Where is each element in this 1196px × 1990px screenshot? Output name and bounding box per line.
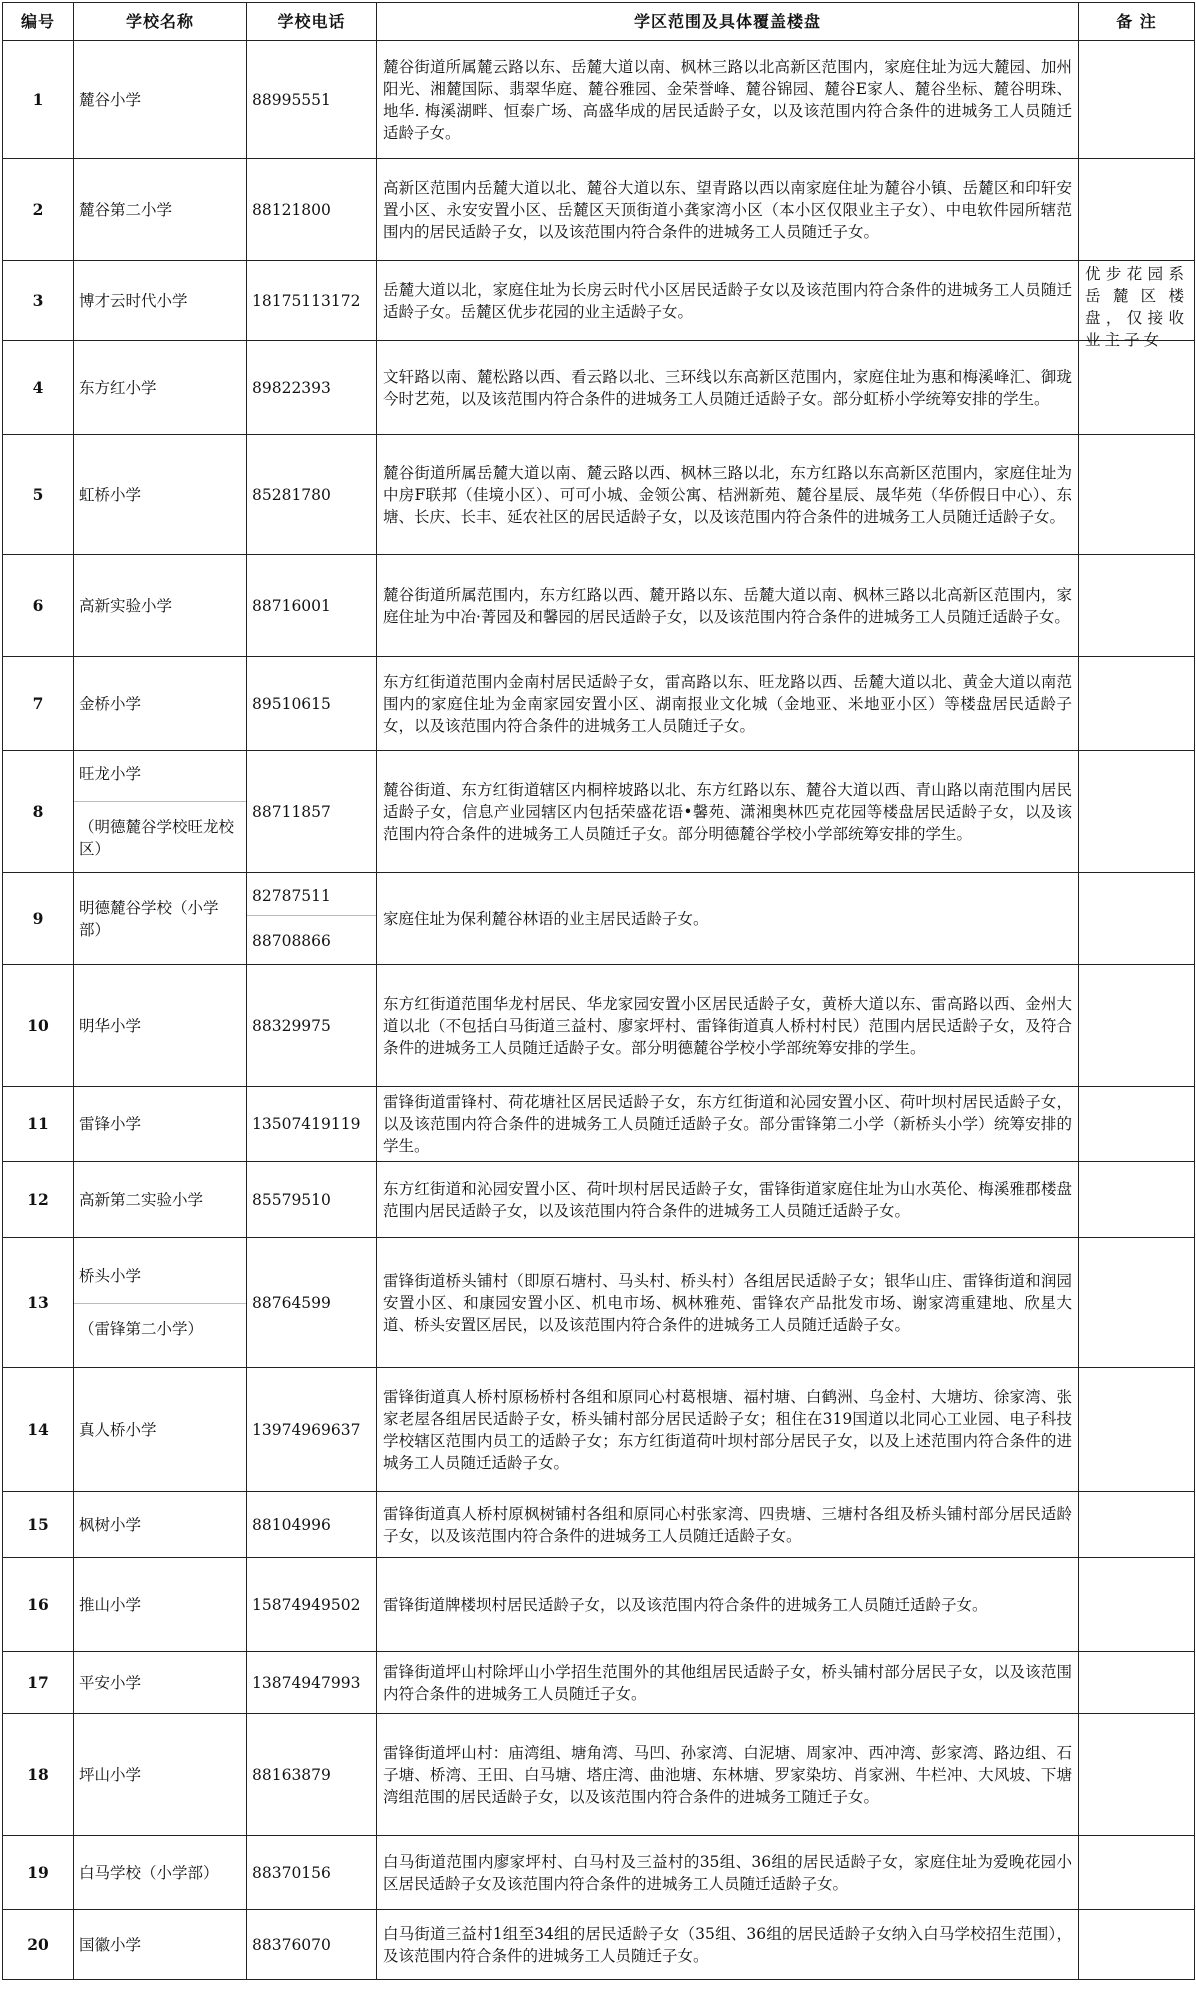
school-phone: 88716001 bbox=[247, 555, 377, 657]
school-phone: 85579510 bbox=[247, 1162, 377, 1238]
row-num: 15 bbox=[3, 1492, 74, 1558]
header-school-name: 学校名称 bbox=[74, 3, 247, 41]
table-row bbox=[3, 1087, 1195, 1162]
row-num: 16 bbox=[3, 1558, 74, 1652]
school-name: 真人桥小学 bbox=[74, 1368, 247, 1492]
district-area: 麓谷街道所属范围内，东方红路以西、麓开路以东、岳麓大道以南、枫林三路以北高新区范围内，家庭住址为中冶·菁园及和馨园的居民适龄子女，以及该范围内符合条件的进城务工人员随迁适龄子女。 bbox=[377, 555, 1079, 657]
table-row bbox=[3, 41, 1195, 159]
district-area: 白马街道范围内廖家坪村、白马村及三益村的35组、36组的居民适龄子女，家庭住址为爱晚花园小区居民适龄子女及该范围内符合条件的进城务工人员随迁适龄子女。 bbox=[377, 1836, 1079, 1910]
table-row bbox=[3, 261, 1195, 341]
row-num: 10 bbox=[3, 965, 74, 1087]
district-area: 雷锋街道真人桥村原枫树铺村各组和原同心村张家湾、四贵塘、三塘村各组及桥头铺村部分居民适龄子女，以及该范围内符合条件的进城务工人员随迁适龄子女。 bbox=[377, 1492, 1079, 1558]
table-row bbox=[3, 751, 1195, 873]
row-num: 18 bbox=[3, 1714, 74, 1836]
school-phone: 89822393 bbox=[247, 341, 377, 435]
school-name: 麓谷小学 bbox=[74, 41, 247, 159]
school-phone: 13874947993 bbox=[247, 1652, 377, 1714]
school-phone: 88163879 bbox=[247, 1714, 377, 1836]
table-row bbox=[3, 1910, 1195, 1980]
note-cell bbox=[1079, 1368, 1195, 1492]
header-school-phone: 学校电话 bbox=[247, 3, 377, 41]
district-area: 雷锋街道真人桥村原杨桥村各组和原同心村葛根塘、福村塘、白鹤洲、乌金村、大塘坊、徐家湾、张家老屋各组居民适龄子女，桥头铺村部分居民适龄子女；租住在319国道以北同心工业园、电子科技学校辖区范围内员工的适龄子女；东方红街道荷叶坝村部分居民子女，以及上述范围内符合条件的进城务工人员随迁适龄子女。 bbox=[377, 1368, 1079, 1492]
row-num: 2 bbox=[3, 159, 74, 261]
header-district-area: 学区范围及具体覆盖楼盘 bbox=[377, 3, 1079, 41]
note-cell bbox=[1079, 1558, 1195, 1652]
note-cell bbox=[1079, 965, 1195, 1087]
row-num: 14 bbox=[3, 1368, 74, 1492]
district-area: 麓谷街道所属麓云路以东、岳麓大道以南、枫林三路以北高新区范围内，家庭住址为远大麓园、加州阳光、湘麓国际、翡翠华庭、麓谷雅园、金荣誉峰、麓谷锦园、麓谷E家人、麓谷坐标、麓谷明珠、地华. 梅溪湖畔、恒泰广场、高盛华成的居民适龄子女，以及该范围内符合条件的进城务工人员随迁适龄子女。 bbox=[377, 41, 1079, 159]
table-row bbox=[3, 657, 1195, 751]
row-num: 20 bbox=[3, 1910, 74, 1980]
school-name: 虹桥小学 bbox=[74, 435, 247, 555]
note-cell bbox=[1079, 1162, 1195, 1238]
header-num: 编号 bbox=[3, 3, 74, 41]
school-phone: 88329975 bbox=[247, 965, 377, 1087]
school-name: 麓谷第二小学 bbox=[74, 159, 247, 261]
school-name: 推山小学 bbox=[74, 1558, 247, 1652]
school-name-cell bbox=[74, 751, 247, 873]
row-num: 13 bbox=[3, 1238, 74, 1368]
school-name: 东方红小学 bbox=[74, 341, 247, 435]
school-name: 明德麓谷学校（小学部） bbox=[74, 873, 247, 965]
school-name: 博才云时代小学 bbox=[74, 261, 247, 341]
row-num: 6 bbox=[3, 555, 74, 657]
school-name-alt: （明德麓谷学校旺龙校区） bbox=[79, 818, 235, 858]
note-cell bbox=[1079, 261, 1195, 349]
note-cell bbox=[1079, 555, 1195, 657]
note-cell bbox=[1079, 341, 1195, 435]
district-area: 东方红街道范围华龙村居民、华龙家园安置小区居民适龄子女，黄桥大道以东、雷高路以西、金州大道以北（不包括白马街道三益村、廖家坪村、雷锋街道真人桥村村民）范围内居民适龄子女，及符合条件的进城务工人员随迁适龄子女。部分明德麓谷学校小学部统筹安排的学生。 bbox=[377, 965, 1079, 1087]
row-num: 1 bbox=[3, 41, 74, 159]
table-row bbox=[3, 1492, 1195, 1558]
note-cell bbox=[1079, 751, 1195, 873]
row-num: 19 bbox=[3, 1836, 74, 1910]
district-area: 高新区范围内岳麓大道以北、麓谷大道以东、望青路以西以南家庭住址为麓谷小镇、岳麓区和印轩安置小区、永安安置小区、岳麓区天顶街道小龚家湾小区（本小区仅限业主子女）、中电软件园所辖范围内的居民适龄子女，以及该范围内符合条件的进城务工人员随迁子女。 bbox=[377, 159, 1079, 261]
note-cell bbox=[1079, 1492, 1195, 1558]
note-cell bbox=[1079, 1714, 1195, 1836]
table-row bbox=[3, 1368, 1195, 1492]
header-note: 备 注 bbox=[1079, 3, 1195, 41]
district-area: 东方红街道范围内金南村居民适龄子女，雷高路以东、旺龙路以西、岳麓大道以北、黄金大道以南范围内的家庭住址为金南家园安置小区、湖南报业文化城（金地亚、米地亚小区）等楼盘居民适龄子女，以及该范围内符合条件的进城务工人员随迁子女。 bbox=[377, 657, 1079, 751]
table-row bbox=[3, 159, 1195, 261]
district-area: 白马街道三益村1组至34组的居民适龄子女（35组、36组的居民适龄子女纳入白马学校招生范围），及该范围内符合条件的进城务工人员随迁子女。 bbox=[377, 1910, 1079, 1980]
table-header-row bbox=[3, 3, 1195, 41]
note-cell bbox=[1079, 1910, 1195, 1980]
note-cell bbox=[1079, 41, 1195, 159]
school-phone-cell bbox=[247, 873, 377, 965]
district-area: 雷锋街道牌楼坝村居民适龄子女，以及该范围内符合条件的进城务工人员随迁适龄子女。 bbox=[377, 1558, 1079, 1652]
table-row bbox=[3, 1836, 1195, 1910]
note-cell bbox=[1079, 657, 1195, 751]
district-area: 雷锋街道桥头铺村（即原石塘村、马头村、桥头村）各组居民适龄子女；银华山庄、雷锋街道和润园安置小区、和康园安置小区、机电市场、枫林雅苑、雷锋农产品批发市场、谢家湾重建地、欣星大道、桥头安置区居民，以及该范围内符合条件的进城务工人员随迁适龄子女。 bbox=[377, 1238, 1079, 1368]
district-area: 东方红街道和沁园安置小区、荷叶坝村居民适龄子女，雷锋街道家庭住址为山水英伦、梅溪雅郡楼盘范围内居民适龄子女，以及该范围内符合条件的进城务工人员随迁适龄子女。 bbox=[377, 1162, 1079, 1238]
school-name: 旺龙小学 bbox=[74, 763, 246, 802]
row-num: 11 bbox=[3, 1087, 74, 1162]
table-row bbox=[3, 555, 1195, 657]
school-phone: 88104996 bbox=[247, 1492, 377, 1558]
school-phone: 85281780 bbox=[247, 435, 377, 555]
table-row bbox=[3, 435, 1195, 555]
table-row bbox=[3, 1714, 1195, 1836]
school-name-alt: （雷锋第二小学） bbox=[79, 1320, 204, 1338]
school-phone: 15874949502 bbox=[247, 1558, 377, 1652]
school-phone: 13974969637 bbox=[247, 1368, 377, 1492]
school-name: 枫树小学 bbox=[74, 1492, 247, 1558]
district-area: 文轩路以南、麓松路以西、看云路以北、三环线以东高新区范围内，家庭住址为惠和梅溪峰汇、御珑今时艺苑，以及该范围内符合条件的进城务工人员随迁适龄子女。部分虹桥小学统筹安排的学生。 bbox=[377, 341, 1079, 435]
school-phone: 82787511 bbox=[247, 885, 376, 916]
school-name: 明华小学 bbox=[74, 965, 247, 1087]
row-num: 4 bbox=[3, 341, 74, 435]
row-num: 12 bbox=[3, 1162, 74, 1238]
row-num: 9 bbox=[3, 873, 74, 965]
school-phone: 89510615 bbox=[247, 657, 377, 751]
district-area: 家庭住址为保利麓谷林语的业主居民适龄子女。 bbox=[377, 873, 1079, 965]
note-cell bbox=[1079, 1652, 1195, 1714]
school-name: 平安小学 bbox=[74, 1652, 247, 1714]
school-name: 桥头小学 bbox=[74, 1265, 246, 1304]
school-name: 国徽小学 bbox=[74, 1910, 247, 1980]
school-phone: 88711857 bbox=[247, 751, 377, 873]
district-area: 雷锋街道雷锋村、荷花塘社区居民适龄子女，东方红街道和沁园安置小区、荷叶坝村居民适龄子女，以及该范围内符合条件的进城务工人员随迁适龄子女。部分雷锋第二小学（新桥头小学）统筹安排的学生。 bbox=[377, 1087, 1079, 1162]
school-district-table bbox=[2, 2, 1195, 1980]
district-area: 雷锋街道坪山村：庙湾组、塘角湾、马凹、孙家湾、白泥塘、周家冲、西冲湾、彭家湾、路边组、石子塘、桥湾、王田、白马塘、塔庄湾、曲池塘、东林塘、罗家染坊、肖家洲、牛栏冲、大风坡、下塘湾组范围的居民适龄子女，以及该范围内符合条件的进城务工随迁子女。 bbox=[377, 1714, 1079, 1836]
note-text: 优步花园系岳麓区楼盘，仅接收业主子女 bbox=[1085, 265, 1188, 349]
district-area: 麓谷街道所属岳麓大道以南、麓云路以西、枫林三路以北，东方红路以东高新区范围内，家庭住址为中房F联邦（佳境小区）、可可小城、金领公寓、桔洲新苑、麓谷星辰、晟华苑（华侨假日中心）、东塘、长庆、长丰、延农社区的居民适龄子女，以及该范围内符合条件的进城务工人员随迁适龄子女。 bbox=[377, 435, 1079, 555]
table-row bbox=[3, 1652, 1195, 1714]
school-phone-alt: 88708866 bbox=[252, 932, 331, 950]
table-row bbox=[3, 965, 1195, 1087]
table-row bbox=[3, 1238, 1195, 1368]
school-name: 坪山小学 bbox=[74, 1714, 247, 1836]
note-cell bbox=[1079, 1238, 1195, 1368]
school-name: 高新第二实验小学 bbox=[74, 1162, 247, 1238]
school-phone: 88370156 bbox=[247, 1836, 377, 1910]
school-phone: 18175113172 bbox=[247, 261, 377, 341]
school-phone: 88376070 bbox=[247, 1910, 377, 1980]
school-phone: 88995551 bbox=[247, 41, 377, 159]
table-row bbox=[3, 873, 1195, 965]
table-row bbox=[3, 1162, 1195, 1238]
school-name-cell bbox=[74, 1238, 247, 1368]
note-cell bbox=[1079, 1087, 1195, 1162]
row-num: 17 bbox=[3, 1652, 74, 1714]
note-cell bbox=[1079, 1836, 1195, 1910]
note-cell bbox=[1079, 873, 1195, 965]
note-cell bbox=[1079, 159, 1195, 261]
district-area: 岳麓大道以北，家庭住址为长房云时代小区居民适龄子女以及该范围内符合条件的进城务工人员随迁适龄子女。岳麓区优步花园的业主适龄子女。 bbox=[377, 261, 1079, 341]
table-row bbox=[3, 341, 1195, 435]
school-phone: 88764599 bbox=[247, 1238, 377, 1368]
note-cell bbox=[1079, 435, 1195, 555]
school-name: 高新实验小学 bbox=[74, 555, 247, 657]
district-area: 雷锋街道坪山村除坪山小学招生范围外的其他组居民适龄子女，桥头铺村部分居民子女，以及该范围内符合条件的进城务工人员随迁子女。 bbox=[377, 1652, 1079, 1714]
district-area: 麓谷街道、东方红街道辖区内桐梓坡路以北、东方红路以东、麓谷大道以西、青山路以南范围内居民适龄子女，信息产业园辖区内包括荣盛花语•馨苑、潇湘奥林匹克花园等楼盘居民适龄子女，以及该范围内符合条件的进城务工人员随迁子女。部分明德麓谷学校小学部统筹安排的学生。 bbox=[377, 751, 1079, 873]
row-num: 8 bbox=[3, 751, 74, 873]
school-phone: 88121800 bbox=[247, 159, 377, 261]
table-row bbox=[3, 1558, 1195, 1652]
row-num: 7 bbox=[3, 657, 74, 751]
row-num: 5 bbox=[3, 435, 74, 555]
school-name: 雷锋小学 bbox=[74, 1087, 247, 1162]
school-phone: 13507419119 bbox=[247, 1087, 377, 1162]
school-name: 白马学校（小学部） bbox=[74, 1836, 247, 1910]
school-name: 金桥小学 bbox=[74, 657, 247, 751]
row-num: 3 bbox=[3, 261, 74, 341]
